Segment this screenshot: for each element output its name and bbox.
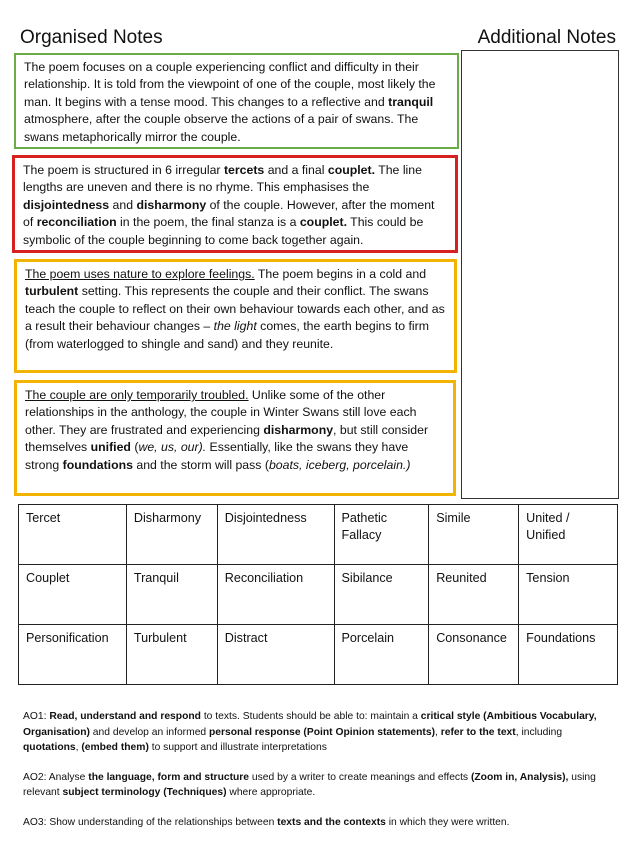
text-run: to support and illustrate interpretations [148,742,327,753]
text-run: Read, understand and respond [49,711,201,722]
text-run: quotations [23,742,76,753]
ao3-text [23,815,613,831]
text-run: Unlike some of the other relationships in the anthology, the couple in Winter Swans still love each other. They are frustrated and experiencing [25,388,417,437]
text-run: and [109,197,137,212]
keywords-row [19,505,618,565]
text-run: unified [90,440,131,455]
text-run: The line lengths are uneven and there is no rhyme. This emphasises the [23,163,422,195]
text-run: refer to the text [440,726,516,738]
keyword-cell: Couplet [19,565,127,625]
text-run: critical style (Ambitious Vocabulary, Organisation) [23,711,597,738]
text-run: disjointedness [23,197,110,212]
keyword-cell: Porcelain [334,625,429,685]
text-run: turbulent [25,284,79,299]
text-run: couplet. [327,163,376,177]
keyword-cell: Turbulent [126,625,217,685]
keywords-table [18,504,618,685]
text-run: and a final [264,163,328,177]
text-run: personal response (Point Opinion statements) [209,726,436,738]
text-run: , but still consider themselves [25,422,429,455]
text-run: foundations [62,457,133,472]
text-run: (embed them) [81,742,149,753]
text-run: reconciliation [36,215,117,230]
text-run: in the poem, the final stanza is a [116,215,300,230]
text-run: (Zoom in, Analysis), [470,771,569,783]
organised-notes-heading: Organised Notes [20,27,163,48]
keyword-cell: Tercet [19,505,127,565]
note-box-structure [12,155,458,253]
note-box-troubled [14,380,456,496]
text-run: , [75,742,82,753]
assessment-objectives [23,709,613,844]
text-run: using relevant [23,771,596,798]
keyword-cell: Consonance [429,625,519,685]
text-run: AO1: [23,711,50,722]
keyword-cell: Disjointedness [217,505,334,565]
text-run: couplet. [299,215,347,230]
text-run: tranquil [388,94,434,109]
keyword-cell: Reconciliation [217,565,334,625]
keywords-row [19,565,618,625]
text-run: , including [515,726,563,738]
text-run: the light [213,319,257,334]
text-run: The poem begins in a cold and [254,267,427,281]
text-run: the language, form and structure [88,771,250,783]
text-run: Essentially, like the swans they have strong [25,440,409,472]
keyword-cell: Sibilance [334,565,429,625]
text-run: AO2: Analyse [23,771,89,783]
keyword-cell: Simile [429,505,519,565]
note-box-overview [14,53,459,149]
text-run: tercets [223,163,265,177]
text-run: in which they were written. [385,816,510,828]
text-run: disharmony [136,197,207,212]
text-run: disharmony [263,422,334,437]
keyword-cell: Pathetic Fallacy [334,505,429,565]
text-run: to texts. Students should be able to: maintain a [200,711,421,722]
text-run: we, us, our). [138,440,207,455]
text-run: boats, iceberg, porcelain.) [268,457,411,472]
text-run: setting. This represents the couple and their conflict. The swans teach the couple to reflect on their own behaviour towards each other, and as a result their behaviour changes – [25,284,445,334]
text-run: comes, the earth begins to firm (from waterlogged to shingle and sand) and they reunite. [25,319,429,351]
keyword-cell: Reunited [429,565,519,625]
text-run: texts and the contexts [277,816,386,828]
text-run: The couple are only temporarily troubled. [25,388,249,402]
keyword-cell: Personification [19,625,127,685]
text-run: subject terminology (Techniques) [62,787,227,798]
text-run: of the couple. However, after the moment of [23,197,435,230]
ao1-text [23,709,613,756]
text-run: and the storm will pass ( [132,457,269,472]
text-run: , [435,726,441,738]
keyword-cell: Tranquil [126,565,217,625]
text-run: The poem focuses on a couple experiencing conflict and difficulty in their relationship. It is told from the viewpoint of one of the couple, most likely the man. It begins with a tense mood. This changes to a reflective and [24,60,436,109]
keyword-cell: United / Unified [519,505,618,565]
text-run: and develop an informed [89,726,210,738]
keyword-cell: Disharmony [126,505,217,565]
text-run: ( [130,440,139,455]
additional-notes-heading: Additional Notes [477,27,616,48]
text-run: AO3: Show understanding of the relationships between [23,816,278,828]
text-run: where appropriate. [226,787,316,798]
keyword-cell: Distract [217,625,334,685]
text-run: used by a writer to create meanings and effects [249,771,471,783]
text-run: The poem uses nature to explore feelings. [25,267,255,281]
text-run: The poem is structured in 6 irregular [23,163,224,177]
text-run: atmosphere, after the couple observe the actions of a pair of swans. The swans metaphorically mirror the couple. [24,112,419,144]
keyword-cell: Tension [519,565,618,625]
additional-notes-box [461,50,619,499]
note-box-nature [14,259,457,373]
text-run: This could be symbolic of the couple beginning to come back together again. [23,215,424,247]
keyword-cell: Foundations [519,625,618,685]
ao2-text [23,770,613,801]
keywords-row [19,625,618,685]
